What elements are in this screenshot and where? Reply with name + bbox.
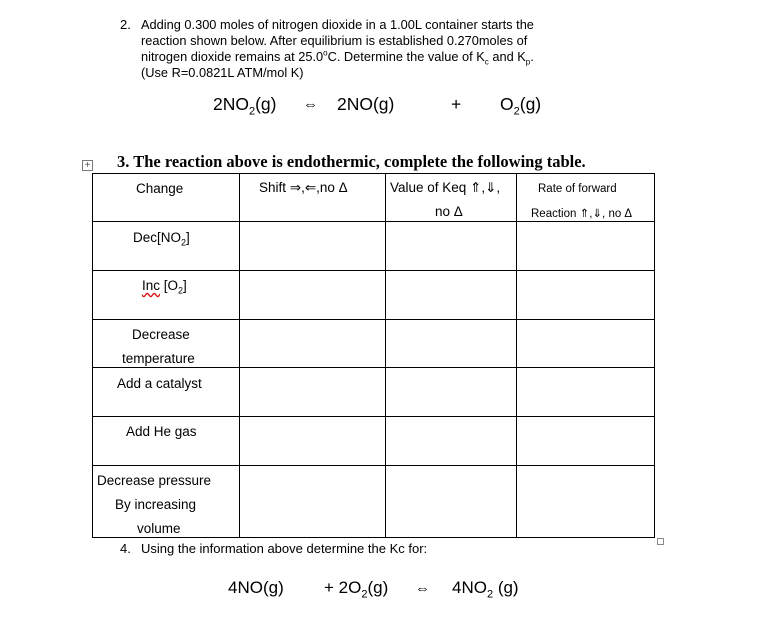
eq1-term3-a: O (500, 94, 514, 114)
r1-a: Dec[NO (133, 230, 182, 245)
eq1-term3-sub: 2 (513, 105, 520, 118)
header-change: Change (136, 181, 184, 196)
table-col-divider (516, 173, 517, 538)
row-label-catalyst: Add a catalyst (117, 376, 202, 391)
equation-2-product (452, 578, 519, 601)
row-label-pressure-line-3: volume (137, 521, 181, 536)
eq2-term3-a: 4NO (452, 578, 487, 597)
table-row-divider (92, 270, 655, 271)
question-2-line-3 (141, 49, 661, 65)
eq2-term3-sub: 2 (486, 588, 494, 601)
q2-line3-b: C. Determine the value of K (327, 49, 485, 64)
r1-b: ] (186, 230, 190, 245)
table-col-divider (385, 173, 386, 538)
eq1-term1-b: (g) (255, 94, 277, 114)
r2-a: Inc (142, 278, 161, 293)
eq1-term1-sub: 2 (248, 105, 256, 118)
equilibrium-arrow-icon: ⇔ (303, 96, 318, 113)
question-2-line-4: (Use R=0.0821L ATM/mol K) (141, 65, 304, 80)
question-2-line-1: Adding 0.300 moles of nitrogen dioxide in a 1.00L container starts the (141, 17, 534, 32)
equation-2-reactant-2 (324, 578, 389, 601)
equilibrium-arrow-icon: ⇔ (415, 580, 430, 597)
row-label-inc-o2 (142, 274, 187, 303)
header-shift: Shift ⇒,⇐,no Δ (259, 180, 348, 195)
equation-1-reactant (213, 94, 277, 118)
row-label-pressure-line-2: By increasing (115, 497, 197, 512)
eq2-term2-a: + 2O (324, 578, 362, 597)
q2-line3-d: . (530, 49, 534, 64)
eq2-term2-b: (g) (367, 578, 389, 597)
question-4-text: Using the information above determine the Kc for: (141, 541, 428, 556)
r2-b: [O (160, 278, 179, 293)
question-2-line-2: reaction shown below. After equilibrium is established 0.270moles of (141, 33, 528, 48)
question-2-number: 2. (120, 17, 131, 32)
header-keq-line-2: no Δ (435, 204, 463, 219)
equation-2-reactant-1: 4NO(g) (228, 578, 284, 597)
eq2-term2-sub: 2 (361, 588, 368, 601)
header-rate-line-2: Reaction ⇑,⇓, no Δ (531, 208, 633, 220)
header-rate-line-1: Rate of forward (538, 183, 617, 195)
table-row-divider (92, 319, 655, 320)
table-resize-handle-icon[interactable] (657, 538, 664, 545)
table-row-divider (92, 465, 655, 466)
reaction-table (92, 173, 655, 538)
row-label-dec-no2 (133, 226, 190, 255)
kc-subscript: c (484, 57, 489, 67)
header-keq-line-1: Value of Keq ⇑,⇓, (390, 180, 501, 195)
question-4-number: 4. (120, 541, 131, 556)
r1-sub: 2 (181, 237, 187, 248)
equation-1-product-2 (500, 94, 542, 118)
q2-line3-c: and K (488, 49, 526, 64)
degree-symbol: o (323, 48, 328, 58)
equation-1-plus: + (451, 94, 462, 114)
eq1-term1-a: 2NO (213, 94, 249, 114)
q2-line3-a: nitrogen dioxide remains at 25.0 (141, 49, 324, 64)
table-border-top (92, 173, 655, 174)
eq2-term3-b: (g) (493, 578, 519, 597)
r2-sub: 2 (178, 285, 184, 296)
table-col-divider (239, 173, 240, 538)
question-2-text (141, 17, 661, 81)
row-label-pressure-line-1: Decrease pressure (97, 473, 212, 488)
row-label-decrease-line-1: Decrease (132, 327, 190, 342)
table-move-handle-icon[interactable]: + (82, 160, 93, 171)
table-border-left (92, 173, 93, 538)
table-border-right (654, 173, 655, 538)
row-label-decrease-line-2: temperature (122, 351, 195, 366)
r2-c: ] (183, 278, 187, 293)
eq1-term3-b: (g) (519, 94, 542, 114)
row-label-he-gas: Add He gas (126, 424, 197, 439)
equation-1-product-1: 2NO(g) (337, 94, 395, 114)
question-3-text: 3. The reaction above is endothermic, complete the following table. (117, 152, 586, 171)
table-row-divider (92, 416, 655, 417)
kp-subscript: p (525, 57, 531, 67)
